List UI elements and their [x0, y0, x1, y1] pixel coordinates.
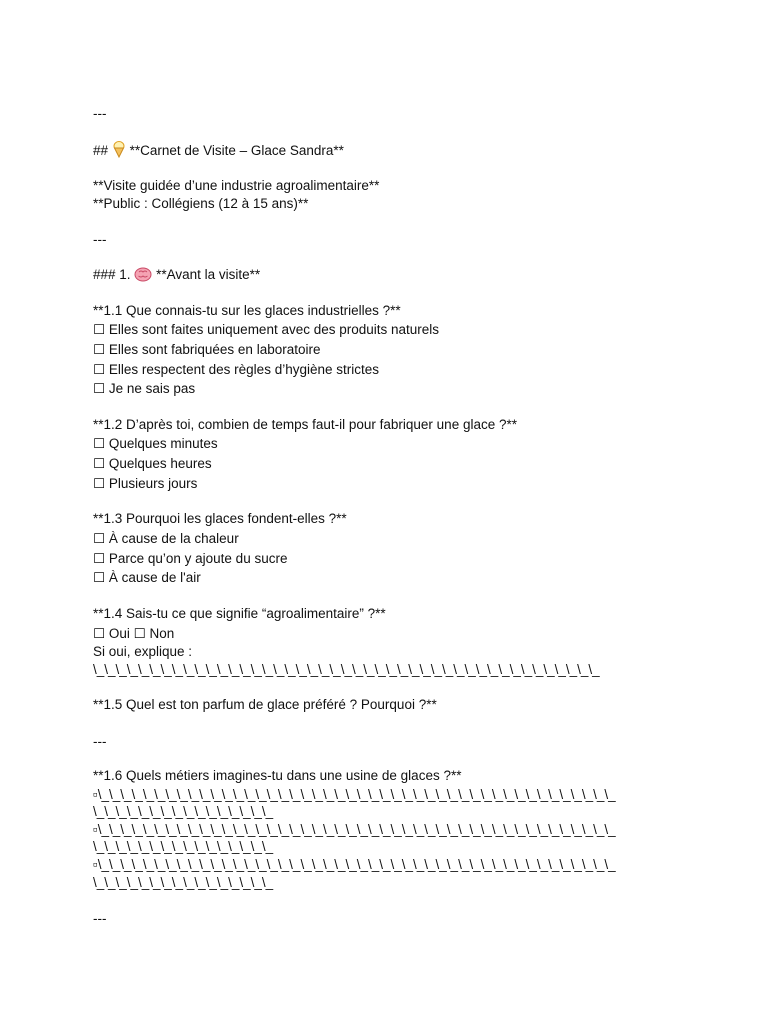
yes-no-options[interactable]: ☐ Oui ☐ Non: [93, 626, 175, 641]
checkbox-option[interactable]: ☐ Elles respectent des règles d’hygiène strictes: [93, 362, 379, 377]
question-1-2: **1.2 D’après toi, combien de temps faut-il pour fabriquer une glace ?**: [93, 417, 517, 432]
separator: ---: [93, 232, 107, 247]
answer-line[interactable]: \_\_\_\_\_\_\_\_\_\_\_\_\_\_\_\_: [93, 839, 274, 854]
checkbox-option[interactable]: ☐ Je ne sais pas: [93, 381, 196, 396]
checkbox-option[interactable]: ☐ Quelques heures: [93, 456, 212, 471]
checkbox-option[interactable]: ☐ À cause de la chaleur: [93, 531, 239, 546]
separator: ---: [93, 106, 107, 121]
question-1-1: **1.1 Que connais-tu sur les glaces industrielles ?**: [93, 303, 401, 318]
section-title: **Avant la visite**: [156, 267, 261, 282]
section-heading: [93, 266, 260, 287]
checkbox-option[interactable]: ☐ Parce qu’on y ajoute du sucre: [93, 551, 288, 566]
subtitle-visit: **Visite guidée d’une industrie agroalimentaire**: [93, 178, 380, 193]
answer-line[interactable]: ▫\_\_\_\_\_\_\_\_\_\_\_\_\_\_\_\_\_\_\_\_\_\_\_\_\_\_\_\_\_\_\_\_\_\_\_\_\_\_\_\_\_\_\_\_\_\_: [93, 822, 616, 837]
answer-line[interactable]: \_\_\_\_\_\_\_\_\_\_\_\_\_\_\_\_: [93, 875, 274, 890]
question-1-5: **1.5 Quel est ton parfum de glace préféré ? Pourquoi ?**: [93, 697, 437, 712]
answer-line[interactable]: \_\_\_\_\_\_\_\_\_\_\_\_\_\_\_\_\_\_\_\_\_\_\_\_\_\_\_\_\_\_\_\_\_\_\_\_\_\_\_\_\_\_\_\_\_: [93, 662, 600, 677]
subtitle-audience: **Public : Collégiens (12 à 15 ans)**: [93, 196, 309, 211]
answer-line[interactable]: ▫\_\_\_\_\_\_\_\_\_\_\_\_\_\_\_\_\_\_\_\_\_\_\_\_\_\_\_\_\_\_\_\_\_\_\_\_\_\_\_\_\_\_\_\_\_\_: [93, 787, 616, 802]
explain-label: Si oui, explique :: [93, 644, 193, 659]
document-title: [93, 141, 344, 163]
question-1-6: **1.6 Quels métiers imagines-tu dans une usine de glaces ?**: [93, 768, 462, 783]
checkbox-option[interactable]: ☐ Quelques minutes: [93, 436, 218, 451]
answer-line[interactable]: \_\_\_\_\_\_\_\_\_\_\_\_\_\_\_\_: [93, 804, 274, 819]
title-text: **Carnet de Visite – Glace Sandra**: [129, 143, 344, 158]
ice-cream-icon: [112, 141, 126, 163]
checkbox-option[interactable]: ☐ Elles sont faites uniquement avec des produits naturels: [93, 322, 440, 337]
answer-line[interactable]: ▫\_\_\_\_\_\_\_\_\_\_\_\_\_\_\_\_\_\_\_\_\_\_\_\_\_\_\_\_\_\_\_\_\_\_\_\_\_\_\_\_\_\_\_\_\_\_: [93, 857, 616, 872]
section-prefix: ### 1.: [93, 267, 131, 282]
question-1-3: **1.3 Pourquoi les glaces fondent-elles ?**: [93, 511, 347, 526]
separator: ---: [93, 911, 107, 926]
question-1-4: **1.4 Sais-tu ce que signifie “agroalimentaire” ?**: [93, 606, 386, 621]
checkbox-option[interactable]: ☐ Elles sont fabriquées en laboratoire: [93, 342, 321, 357]
checkbox-option[interactable]: ☐ À cause de l'air: [93, 570, 201, 585]
brain-icon: [134, 267, 152, 287]
title-prefix: ##: [93, 143, 109, 158]
separator: ---: [93, 734, 107, 749]
checkbox-option[interactable]: ☐ Plusieurs jours: [93, 476, 198, 491]
